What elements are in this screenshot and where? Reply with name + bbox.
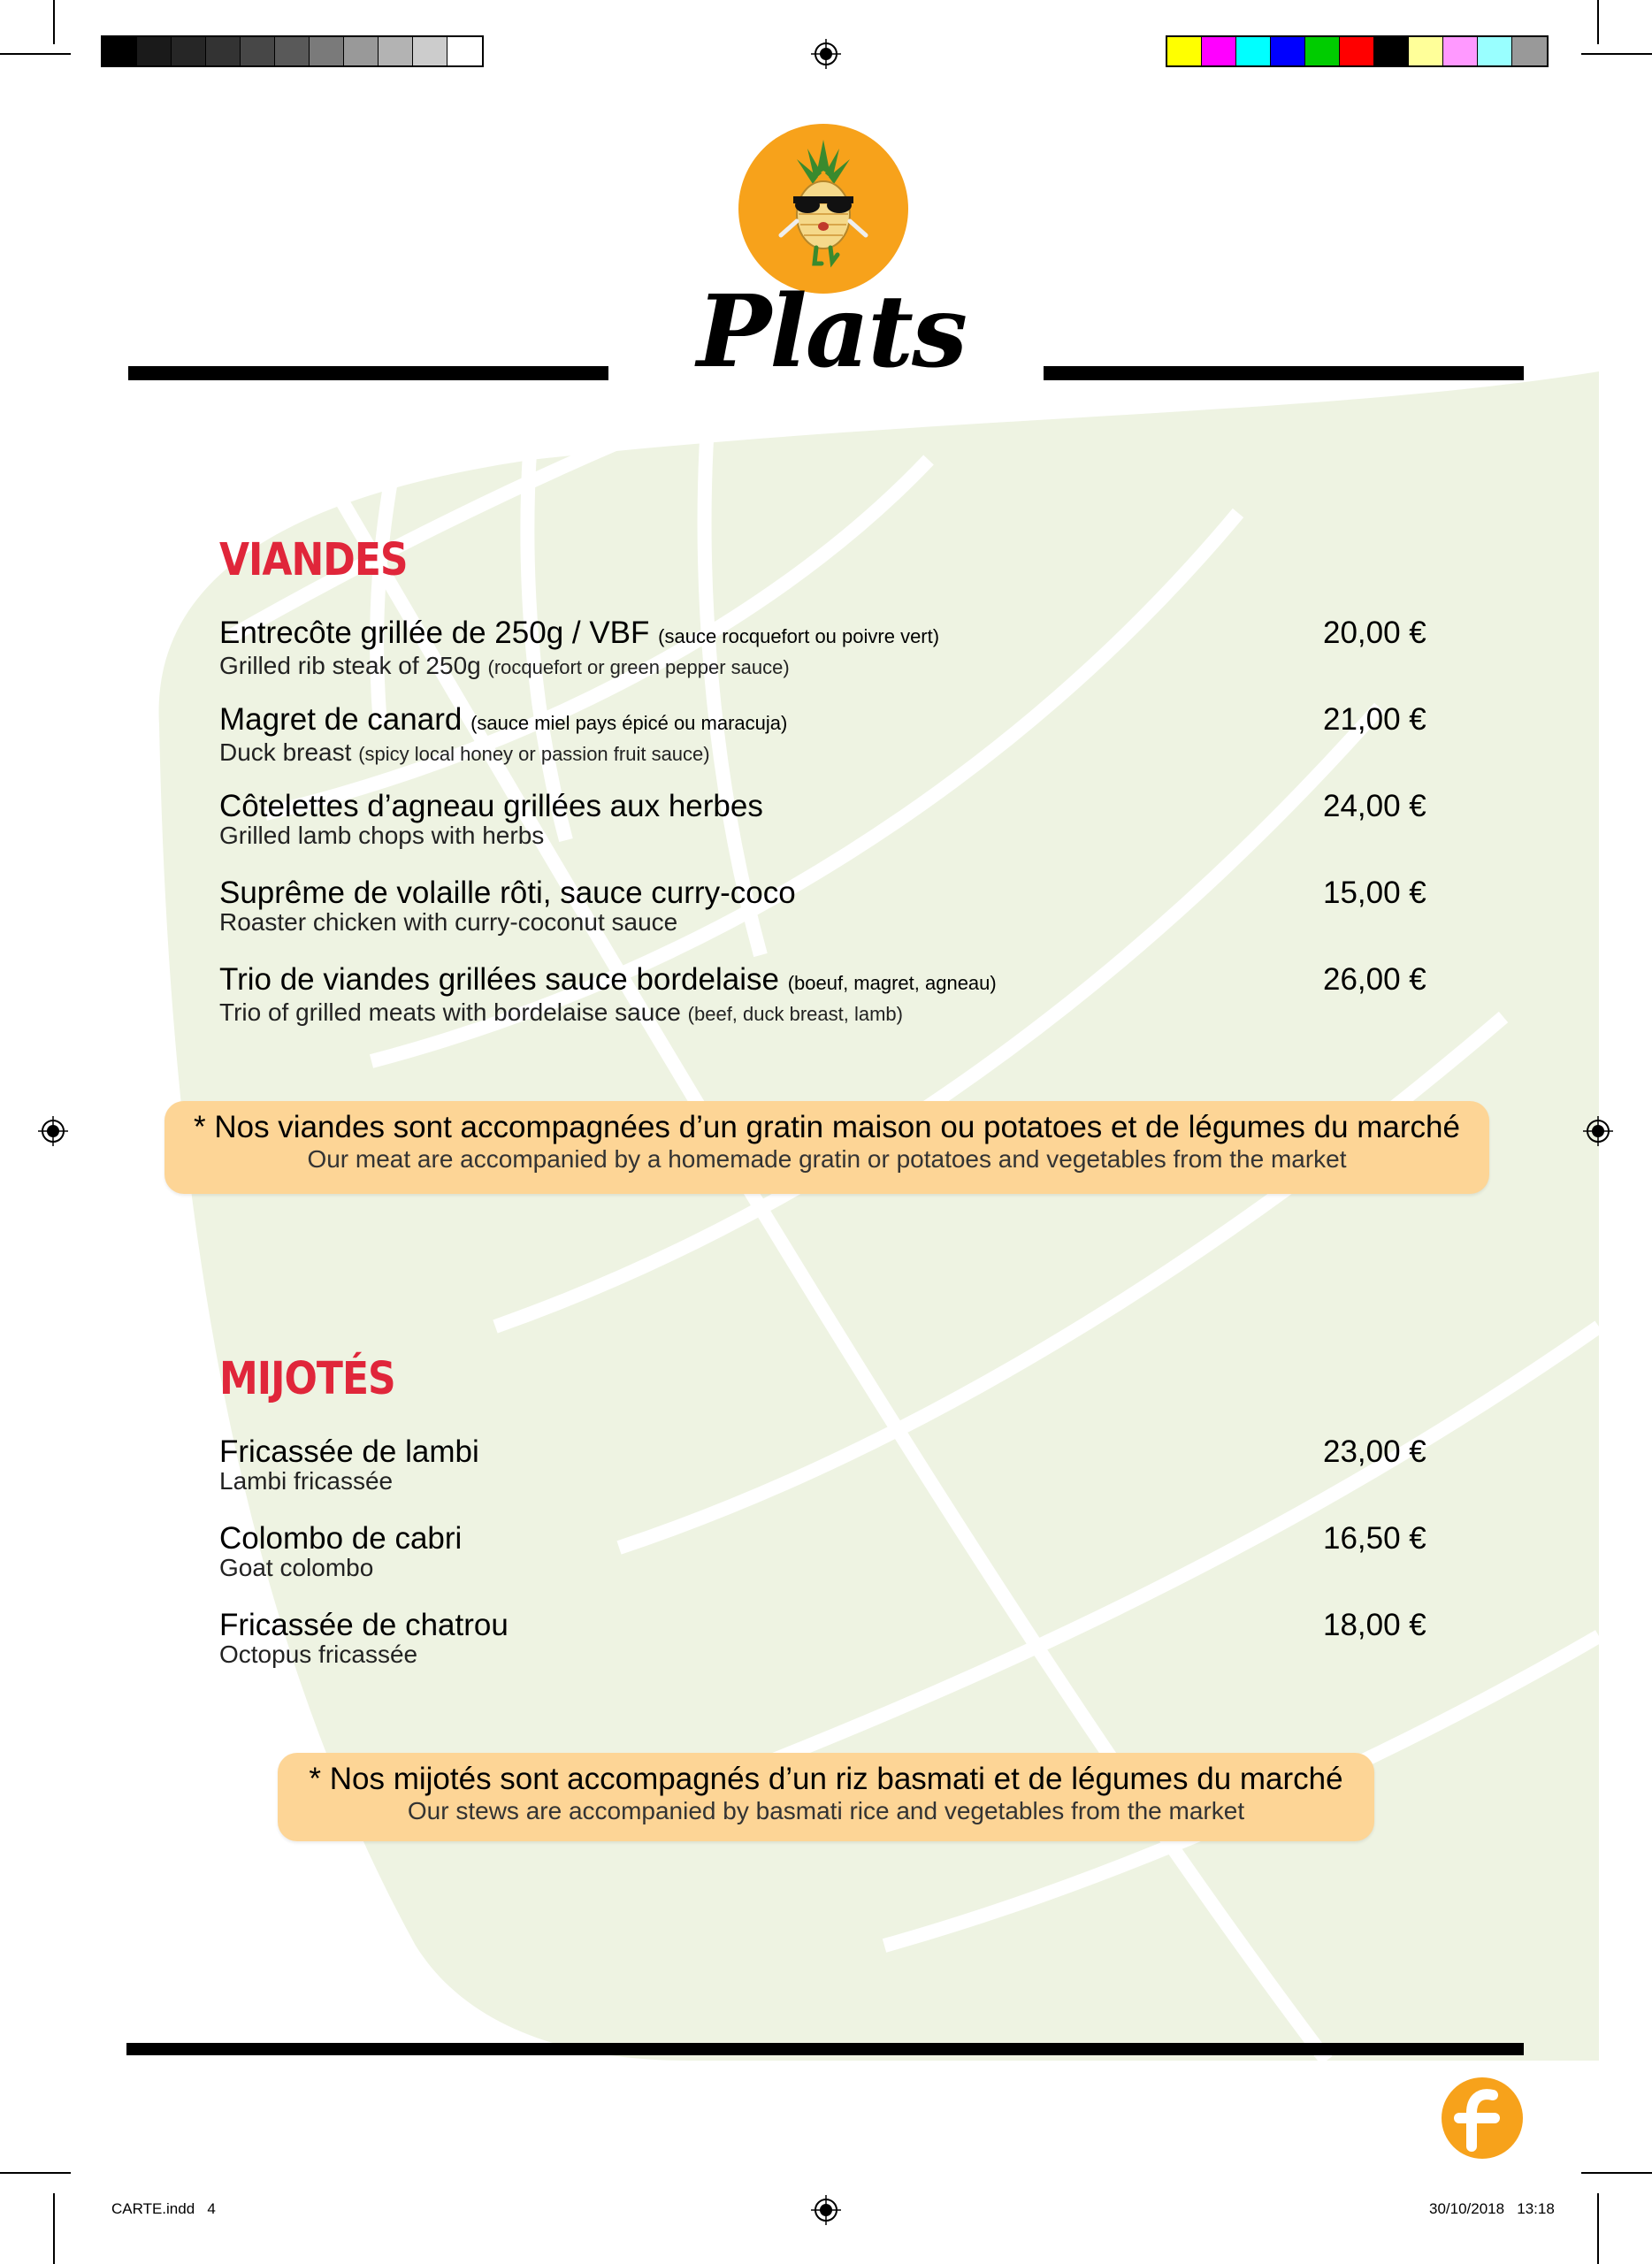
item-price: 16,50 €: [1323, 1521, 1426, 1556]
color-swatch: [1340, 37, 1374, 65]
item-note-en: (beef, duck breast, lamb): [687, 1003, 903, 1025]
item-name-en: [219, 999, 1457, 1028]
registration-mark-icon: [811, 39, 841, 69]
page-title: Plats: [696, 274, 967, 390]
section-heading-mijotes: MIJOTÉS: [219, 1353, 395, 1405]
item-name-fr: [219, 704, 1457, 739]
item-name-fr-text: Colombo de cabri: [219, 1521, 463, 1556]
item-name-fr: [219, 1610, 1457, 1641]
mijotes-note: [278, 1753, 1374, 1841]
item-name-fr-text: Trio de viandes grillées sauce bordelaise: [219, 962, 779, 997]
color-swatch: [1409, 37, 1443, 65]
item-price: 21,00 €: [1323, 702, 1426, 737]
menu-item: [219, 1436, 1457, 1498]
pineapple-sunglasses-icon: [737, 122, 910, 295]
item-price: 23,00 €: [1323, 1434, 1426, 1469]
color-swatch: [241, 37, 275, 65]
viandes-note: [164, 1101, 1489, 1194]
process-color-bar: [1166, 35, 1549, 67]
item-name-en: [219, 1468, 1457, 1495]
item-name-fr-text: Fricassée de lambi: [219, 1434, 479, 1469]
item-name-en: [219, 822, 1457, 849]
menu-item: [219, 877, 1457, 939]
menu-item: [219, 1523, 1457, 1585]
item-name-en-text: Lambi fricassée: [219, 1467, 394, 1495]
registration-mark-icon: [38, 1116, 68, 1146]
crop-mark: [1597, 0, 1599, 44]
item-name-en-text: Goat colombo: [219, 1554, 374, 1581]
crop-mark: [1581, 53, 1652, 55]
item-name-en: [219, 909, 1457, 936]
item-price: 20,00 €: [1323, 616, 1426, 650]
item-name-fr: [219, 1523, 1457, 1555]
item-name-fr-text: Magret de canard: [219, 702, 463, 737]
menu-item: [219, 791, 1457, 853]
color-swatch: [1305, 37, 1340, 65]
color-swatch: [1236, 37, 1271, 65]
item-name-en-text: Roaster chicken with curry-coconut sauce: [219, 908, 678, 936]
item-name-en-text: Grilled lamb chops with herbs: [219, 822, 545, 849]
menu-item: [219, 704, 1457, 766]
item-price: 24,00 €: [1323, 789, 1426, 823]
item-name-en-text: Octopus fricassée: [219, 1641, 418, 1668]
crop-mark: [1581, 2172, 1652, 2174]
timestamp: 30/10/2018 13:18: [1429, 2200, 1555, 2217]
item-note-fr: (sauce rocquefort ou poivre vert): [658, 625, 940, 647]
color-swatch: [206, 37, 241, 65]
color-swatch: [447, 37, 482, 65]
item-name-en: [219, 653, 1457, 681]
viandes-note-en: Our meat are accompanied by a homemade gratin or potatoes and vegetables from the market: [307, 1145, 1347, 1173]
item-name-fr-text: Suprême de volaille rôti, sauce curry-coco: [219, 876, 796, 910]
color-swatch: [137, 37, 172, 65]
color-swatch: [1374, 37, 1409, 65]
item-note-en: (spicy local honey or passion fruit sauce): [358, 743, 710, 765]
bottom-rule: [126, 2043, 1524, 2055]
item-price: 26,00 €: [1323, 962, 1426, 997]
item-name-fr-text: Entrecôte grillée de 250g / VBF: [219, 616, 650, 650]
file-slug: CARTE.indd 4: [111, 2200, 216, 2217]
item-name-fr-text: Fricassée de chatrou: [219, 1608, 509, 1642]
menu-item: [219, 1610, 1457, 1671]
item-name-en-text: Grilled rib steak of 250g: [219, 652, 481, 679]
f-letter-icon: [1440, 2076, 1525, 2161]
registration-mark-icon: [1583, 1116, 1613, 1146]
registration-mark-icon: [811, 2195, 841, 2225]
item-name-en-text: Duck breast: [219, 738, 352, 766]
color-swatch: [1512, 37, 1547, 65]
item-name-en: [219, 1641, 1457, 1668]
color-swatch: [344, 37, 379, 65]
color-swatch: [379, 37, 413, 65]
crop-mark: [0, 2172, 71, 2174]
item-name-en: [219, 1555, 1457, 1581]
color-swatch: [172, 37, 206, 65]
color-swatch: [1443, 37, 1478, 65]
color-swatch: [1167, 37, 1202, 65]
color-swatch: [310, 37, 344, 65]
color-swatch: [1271, 37, 1305, 65]
viandes-note-fr: * Nos viandes sont accompagnées d’un gratin maison ou potatoes et de légumes du marché: [194, 1110, 1460, 1144]
color-swatch: [1478, 37, 1512, 65]
item-name-fr: [219, 1436, 1457, 1468]
color-swatch: [413, 37, 447, 65]
section-heading-viandes: VIANDES: [219, 534, 408, 586]
item-name-fr: [219, 791, 1457, 822]
title-rule-left: [128, 366, 608, 380]
crop-mark: [53, 0, 55, 44]
menu-item: [219, 964, 1457, 1026]
item-name-fr-text: Côtelettes d’agneau grillées aux herbes: [219, 789, 763, 823]
item-name-fr: [219, 964, 1457, 999]
item-price: 18,00 €: [1323, 1608, 1426, 1642]
item-note-en: (rocquefort or green pepper sauce): [487, 656, 790, 678]
menu-item: [219, 617, 1457, 679]
crop-mark: [53, 2193, 55, 2264]
color-swatch: [103, 37, 137, 65]
item-name-fr: [219, 877, 1457, 909]
title-rule-right: [1044, 366, 1524, 380]
color-swatch: [1202, 37, 1236, 65]
crop-mark: [1597, 2193, 1599, 2264]
crop-mark: [0, 53, 71, 55]
grayscale-bar: [101, 35, 484, 67]
item-name-en-text: Trio of grilled meats with bordelaise sauce: [219, 998, 681, 1026]
mijotes-note-en: Our stews are accompanied by basmati rice and vegetables from the market: [407, 1797, 1245, 1824]
mijotes-note-fr: * Nos mijotés sont accompagnés d’un riz basmati et de légumes du marché: [309, 1762, 1343, 1796]
item-note-fr: (sauce miel pays épicé ou maracuja): [470, 712, 788, 734]
item-name-en: [219, 739, 1457, 768]
item-name-fr: [219, 617, 1457, 653]
item-price: 15,00 €: [1323, 876, 1426, 910]
item-note-fr: (boeuf, magret, agneau): [787, 972, 997, 994]
color-swatch: [275, 37, 310, 65]
